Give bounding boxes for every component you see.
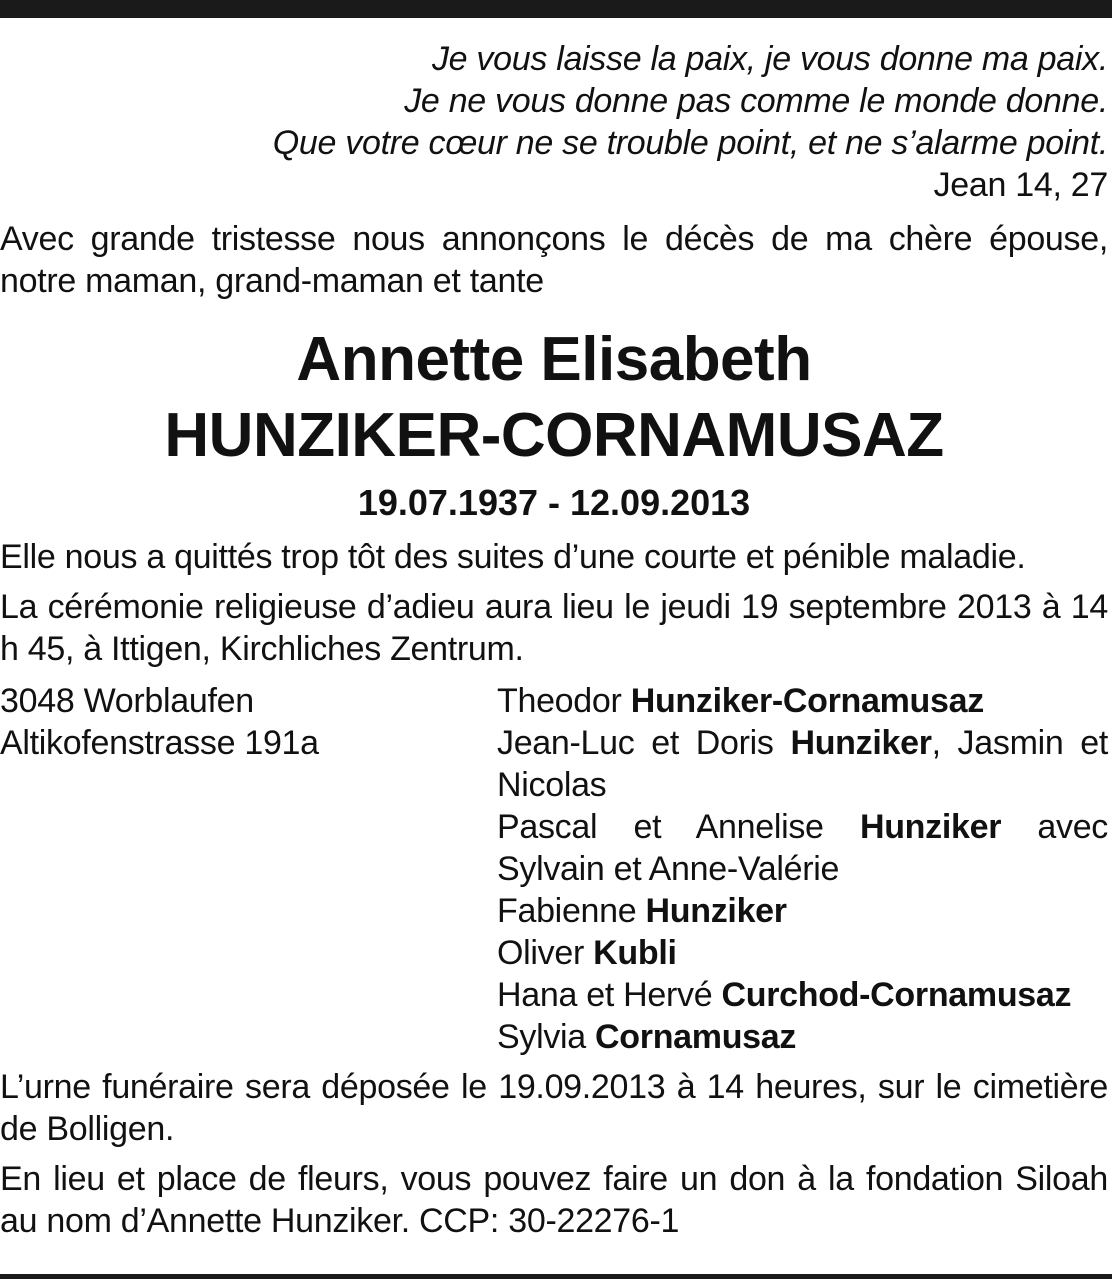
deceased-name [0, 322, 1108, 474]
relative-surname: Cornamusaz [595, 1018, 797, 1056]
quote-line: Je ne vous donne pas comme le monde donne. [404, 82, 1108, 120]
relative-entry: Pascal et Annelise Hunziker avec Sylvain et Anne-Valérie [497, 808, 1109, 888]
relative-surname: Hunziker [645, 892, 787, 930]
donation-info: En lieu et place de fleurs, vous pouvez faire un don à la fondation Siloah au nom d’Annette Hunziker. CCP: 30-22276-1 [0, 1160, 1108, 1240]
deceased-first-names: Annette Elisabeth [296, 325, 812, 394]
obituary-notice [0, 38, 1108, 1242]
relative-entry: Hana et Hervé Curchod-Cornamusaz [497, 976, 1072, 1014]
quote-line: Que votre cœur ne se trouble point, et ne s’alarme point. [272, 124, 1108, 162]
bible-quote [0, 38, 1108, 206]
family-block [0, 680, 1108, 1058]
bottom-border-rule [0, 1274, 1112, 1279]
ceremony-info: La cérémonie religieuse d’adieu aura lieu le jeudi 19 septembre 2013 à 14 h 45, à Ittigen, Kirchliches Zentrum. [0, 588, 1108, 668]
relative-surname: Kubli [593, 934, 677, 972]
relative-entry: Jean-Luc et Doris Hunziker, Jasmin et Nicolas [497, 724, 1108, 804]
quote-reference: Jean 14, 27 [933, 166, 1108, 204]
relative-surname: Curchod-Cornamusaz [721, 976, 1072, 1014]
life-dates: 19.07.1937 - 12.09.2013 [357, 482, 751, 523]
relatives-list [497, 680, 1108, 1058]
deceased-surname: HUNZIKER-CORNAMUSAZ [164, 401, 944, 470]
cause-of-death-text: Elle nous a quittés trop tôt des suites d’une courte et pénible maladie. [0, 538, 1026, 576]
relative-entry: Sylvia Cornamusaz [497, 1018, 797, 1056]
top-border-rule [0, 0, 1112, 18]
relative-entry: Oliver Kubli [497, 934, 677, 972]
quote-line: Je vous laisse la paix, je vous donne ma paix. [431, 40, 1108, 78]
address-line: Altikofenstrasse 191a [0, 724, 319, 762]
relative-surname: Hunziker-Cornamusaz [630, 682, 984, 720]
address-line: 3048 Worblaufen [0, 682, 254, 720]
announcement-intro: Avec grande tristesse nous annonçons le décès de ma chère épouse, notre maman, grand-maman et tante [0, 220, 1108, 300]
relative-entry: Fabienne Hunziker [497, 892, 787, 930]
relative-entry: Theodor Hunziker-Cornamusaz [497, 682, 984, 720]
relative-surname: Hunziker [859, 808, 1002, 846]
urn-burial-info: L’urne funéraire sera déposée le 19.09.2013 à 14 heures, sur le cimetière de Bolligen. [0, 1068, 1108, 1148]
family-address [0, 680, 497, 1058]
relative-surname: Hunziker [790, 724, 932, 762]
